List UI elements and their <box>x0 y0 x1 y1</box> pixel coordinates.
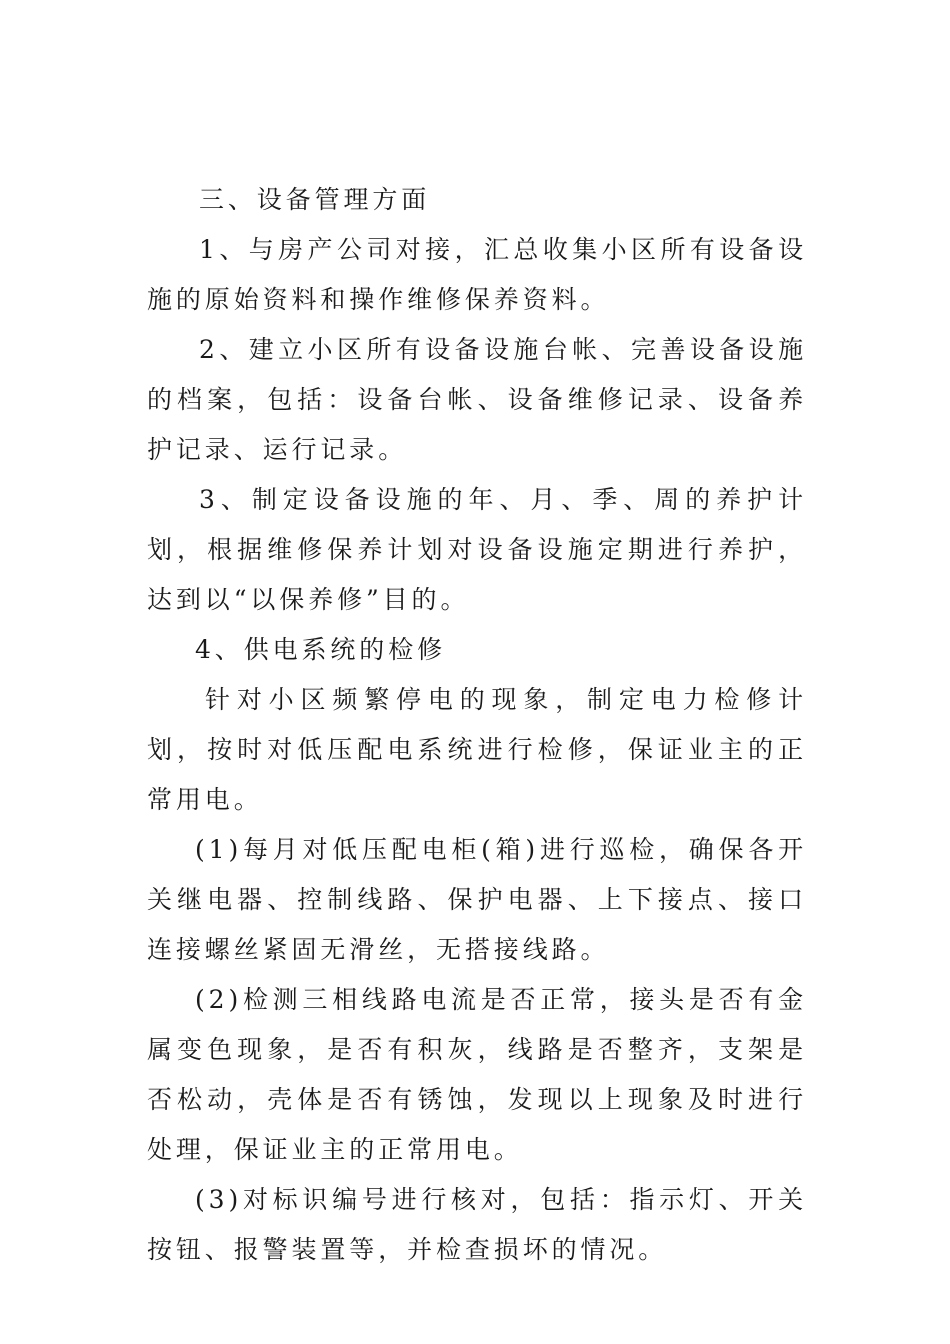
paragraph-sub-1: (1)每月对低压配电柜(箱)进行巡检，确保各开关继电器、控制线路、保护电器、上下接点、接口连接螺丝紧固无滑丝，无搭接线路。 <box>147 835 807 964</box>
paragraph-power-intro: 针对小区频繁停电的现象，制定电力检修计划，按时对低压配电系统进行检修，保证业主的正常用电。 <box>147 685 807 814</box>
section-heading: 三、设备管理方面 <box>199 185 431 214</box>
paragraph-sub-3: (3)对标识编号进行核对，包括：指示灯、开关按钮、报警装置等，并检查损坏的情况。 <box>147 1185 807 1264</box>
document-body <box>147 175 807 1275</box>
paragraph-item-1: 1、与房产公司对接，汇总收集小区所有设备设施的原始资料和操作维修保养资料。 <box>147 235 807 314</box>
paragraph-item-3: 3、制定设备设施的年、月、季、周的养护计划，根据维修保养计划对设备设施定期进行养护，达到以“以保养修”目的。 <box>147 485 807 614</box>
paragraph-item-2: 2、建立小区所有设备设施台帐、完善设备设施的档案，包括：设备台帐、设备维修记录、设备养护记录、运行记录。 <box>147 335 807 464</box>
paragraph-item-4-heading: 4、供电系统的检修 <box>195 635 447 664</box>
paragraph-sub-2: (2)检测三相线路电流是否正常，接头是否有金属变色现象，是否有积灰，线路是否整齐，支架是否松动，壳体是否有锈蚀，发现以上现象及时进行处理，保证业主的正常用电。 <box>147 985 807 1164</box>
